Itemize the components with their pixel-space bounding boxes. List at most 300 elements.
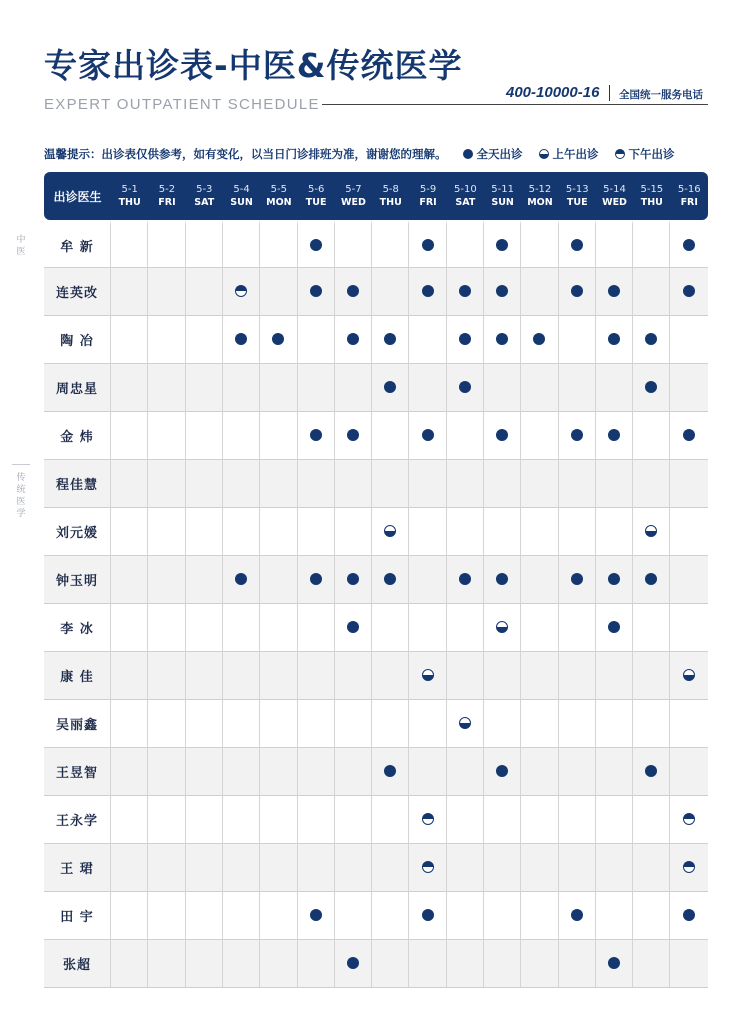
schedule-cell xyxy=(596,460,633,508)
schedule-cell xyxy=(596,652,633,700)
day-date: 5-15 xyxy=(640,184,664,195)
schedule-cell xyxy=(260,508,297,556)
schedule-cell xyxy=(484,316,521,364)
schedule-cell xyxy=(148,460,185,508)
schedule-cell xyxy=(372,508,409,556)
schedule-cell xyxy=(148,892,185,940)
day-weekday: FRI xyxy=(158,197,176,208)
full-day-icon xyxy=(310,285,322,297)
schedule-cell xyxy=(484,748,521,796)
schedule-cell xyxy=(298,796,335,844)
table-row xyxy=(44,508,708,556)
schedule-cell xyxy=(447,796,484,844)
schedule-cell xyxy=(298,604,335,652)
full-day-icon xyxy=(459,285,471,297)
schedule-cell xyxy=(409,604,446,652)
schedule-cell xyxy=(111,556,148,604)
legend-pm-label: 下午出诊 xyxy=(628,147,675,161)
doctor-column-header: 出诊医生 xyxy=(44,172,111,220)
schedule-cell xyxy=(596,220,633,268)
schedule-cell xyxy=(409,364,446,412)
schedule-cell xyxy=(111,700,148,748)
schedule-cell xyxy=(484,412,521,460)
page-title: 专家出诊表-中医&传统医学 xyxy=(44,46,463,85)
schedule-cell xyxy=(596,268,633,316)
schedule-cell xyxy=(298,844,335,892)
schedule-cell xyxy=(335,268,372,316)
day-date: 5-5 xyxy=(270,184,288,195)
schedule-cell xyxy=(111,316,148,364)
schedule-cell xyxy=(111,220,148,268)
schedule-cell xyxy=(521,556,558,604)
day-header xyxy=(260,172,297,220)
schedule-cell xyxy=(260,652,297,700)
schedule-cell xyxy=(111,364,148,412)
schedule-cell xyxy=(521,604,558,652)
schedule-cell xyxy=(111,460,148,508)
schedule-cell xyxy=(335,556,372,604)
schedule-cell xyxy=(186,556,223,604)
table-row xyxy=(44,940,708,988)
afternoon-icon xyxy=(235,285,247,297)
table-row xyxy=(44,796,708,844)
day-date: 5-13 xyxy=(565,184,589,195)
doctor-name: 牟 新 xyxy=(44,220,111,268)
side-divider xyxy=(12,464,30,465)
full-day-icon xyxy=(608,621,620,633)
schedule-cell xyxy=(633,556,670,604)
schedule-cell xyxy=(670,652,708,700)
doctor-name: 吴丽鑫 xyxy=(44,700,111,748)
schedule-cell xyxy=(372,220,409,268)
schedule-cell xyxy=(521,460,558,508)
full-day-icon xyxy=(496,765,508,777)
schedule-cell xyxy=(260,940,297,988)
phone-divider xyxy=(609,85,610,101)
schedule-cell xyxy=(596,700,633,748)
schedule-cell xyxy=(148,220,185,268)
schedule-cell xyxy=(633,796,670,844)
full-day-icon xyxy=(496,333,508,345)
full-day-icon xyxy=(571,429,583,441)
legend-full xyxy=(463,147,523,161)
schedule-cell xyxy=(670,220,708,268)
schedule-cell xyxy=(447,940,484,988)
schedule-cell xyxy=(484,652,521,700)
schedule-cell xyxy=(148,652,185,700)
day-header xyxy=(335,172,372,220)
day-weekday: MON xyxy=(266,197,292,208)
schedule-cell xyxy=(633,268,670,316)
full-day-icon xyxy=(463,149,473,159)
afternoon-icon xyxy=(683,813,695,825)
full-day-icon xyxy=(384,573,396,585)
schedule-cell xyxy=(521,844,558,892)
schedule-cell xyxy=(260,556,297,604)
schedule-cell xyxy=(670,748,708,796)
schedule-cell xyxy=(409,892,446,940)
schedule-cell xyxy=(148,604,185,652)
schedule-cell xyxy=(372,412,409,460)
schedule-cell xyxy=(484,700,521,748)
day-weekday: THU xyxy=(640,197,663,208)
day-header xyxy=(484,172,521,220)
full-day-icon xyxy=(272,333,284,345)
schedule-cell xyxy=(186,604,223,652)
schedule-cell xyxy=(372,460,409,508)
full-day-icon xyxy=(571,909,583,921)
doctor-name: 王永学 xyxy=(44,796,111,844)
schedule-cell xyxy=(633,700,670,748)
schedule-cell xyxy=(186,220,223,268)
schedule-cell xyxy=(148,556,185,604)
day-date: 5-10 xyxy=(453,184,477,195)
schedule-cell xyxy=(409,268,446,316)
schedule-cell xyxy=(484,796,521,844)
full-day-icon xyxy=(571,239,583,251)
full-day-icon xyxy=(347,429,359,441)
schedule-cell xyxy=(372,364,409,412)
schedule-cell xyxy=(521,412,558,460)
schedule-cell xyxy=(670,412,708,460)
schedule-cell xyxy=(372,796,409,844)
schedule-cell xyxy=(559,364,596,412)
schedule-cell xyxy=(335,796,372,844)
schedule-cell xyxy=(111,412,148,460)
schedule-cell xyxy=(596,892,633,940)
day-header xyxy=(111,172,148,220)
day-weekday: MON xyxy=(527,197,553,208)
schedule-cell xyxy=(260,268,297,316)
schedule-cell xyxy=(111,508,148,556)
schedule-cell xyxy=(559,844,596,892)
doctor-name: 金 炜 xyxy=(44,412,111,460)
schedule-cell xyxy=(633,316,670,364)
schedule-cell xyxy=(298,652,335,700)
day-weekday: WED xyxy=(341,197,366,208)
day-header xyxy=(447,172,484,220)
day-weekday: TUE xyxy=(305,197,327,208)
schedule-cell xyxy=(298,508,335,556)
schedule-cell xyxy=(372,940,409,988)
schedule-cell xyxy=(447,316,484,364)
schedule-cell xyxy=(186,460,223,508)
full-day-icon xyxy=(459,381,471,393)
full-day-icon xyxy=(347,621,359,633)
afternoon-icon xyxy=(422,861,434,873)
day-weekday: SAT xyxy=(455,197,476,208)
schedule-cell xyxy=(223,364,260,412)
legend-am-label: 上午出诊 xyxy=(552,147,599,161)
schedule-cell xyxy=(298,268,335,316)
notice-text: 温馨提示：出诊表仅供参考，如有变化，以当日门诊排班为准，谢谢您的理解。 xyxy=(44,147,447,161)
schedule-cell xyxy=(148,268,185,316)
full-day-icon xyxy=(235,333,247,345)
schedule-cell xyxy=(260,460,297,508)
schedule-cell xyxy=(260,316,297,364)
table-row xyxy=(44,748,708,796)
schedule-cell xyxy=(670,892,708,940)
schedule-cell xyxy=(633,220,670,268)
full-day-icon xyxy=(496,285,508,297)
full-day-icon xyxy=(384,765,396,777)
full-day-icon xyxy=(645,573,657,585)
schedule-cell xyxy=(111,268,148,316)
schedule-cell xyxy=(559,748,596,796)
morning-icon xyxy=(496,621,508,633)
schedule-cell xyxy=(186,844,223,892)
full-day-icon xyxy=(683,429,695,441)
schedule-cell xyxy=(260,748,297,796)
day-date: 5-4 xyxy=(233,184,250,195)
day-header xyxy=(298,172,335,220)
morning-icon xyxy=(384,525,396,537)
schedule-cell xyxy=(521,220,558,268)
day-date: 5-1 xyxy=(121,184,138,195)
schedule-cell xyxy=(559,940,596,988)
day-date: 5-11 xyxy=(491,184,514,195)
day-date: 5-12 xyxy=(528,184,552,195)
table-row xyxy=(44,844,708,892)
schedule-cell xyxy=(223,892,260,940)
doctor-name: 钟玉明 xyxy=(44,556,111,604)
full-day-icon xyxy=(496,429,508,441)
full-day-icon xyxy=(422,429,434,441)
schedule-cell xyxy=(559,220,596,268)
schedule-cell xyxy=(670,604,708,652)
full-day-icon xyxy=(459,333,471,345)
schedule-cell xyxy=(335,604,372,652)
schedule-cell xyxy=(559,892,596,940)
schedule-cell xyxy=(447,556,484,604)
schedule-cell xyxy=(596,796,633,844)
schedule-cell xyxy=(298,556,335,604)
schedule-cell xyxy=(484,556,521,604)
schedule-cell xyxy=(670,700,708,748)
day-header xyxy=(596,172,633,220)
table-row xyxy=(44,364,708,412)
day-date: 5-14 xyxy=(603,184,626,195)
full-day-icon xyxy=(384,381,396,393)
full-day-icon xyxy=(310,429,322,441)
schedule-cell xyxy=(409,844,446,892)
schedule-cell xyxy=(111,796,148,844)
day-header xyxy=(223,172,260,220)
schedule-cell xyxy=(148,364,185,412)
side-label-tcm: 中医 xyxy=(16,235,26,257)
schedule-cell xyxy=(447,892,484,940)
day-weekday: THU xyxy=(118,197,141,208)
day-weekday: SUN xyxy=(491,197,514,208)
schedule-cell xyxy=(335,364,372,412)
schedule-cell xyxy=(633,940,670,988)
schedule-cell xyxy=(521,268,558,316)
doctor-name: 田 宇 xyxy=(44,892,111,940)
full-day-icon xyxy=(347,285,359,297)
schedule-cell xyxy=(298,316,335,364)
schedule-cell xyxy=(298,460,335,508)
schedule-cell xyxy=(447,844,484,892)
schedule-cell xyxy=(335,940,372,988)
schedule-cell xyxy=(447,460,484,508)
page-subtitle: EXPERT OUTPATIENT SCHEDULE xyxy=(44,96,320,113)
schedule-cell xyxy=(484,268,521,316)
schedule-cell xyxy=(633,748,670,796)
schedule-cell xyxy=(186,268,223,316)
full-day-icon xyxy=(459,573,471,585)
schedule-cell xyxy=(409,412,446,460)
day-weekday: FRI xyxy=(680,197,698,208)
schedule-cell xyxy=(372,748,409,796)
full-day-icon xyxy=(571,573,583,585)
table-row xyxy=(44,412,708,460)
schedule-cell xyxy=(521,508,558,556)
schedule-cell xyxy=(521,364,558,412)
table-row xyxy=(44,652,708,700)
table-row xyxy=(44,700,708,748)
schedule-cell xyxy=(111,652,148,700)
schedule-cell xyxy=(633,604,670,652)
schedule-cell xyxy=(559,796,596,844)
full-day-icon xyxy=(310,909,322,921)
schedule-cell xyxy=(260,604,297,652)
full-day-icon xyxy=(608,957,620,969)
table-row xyxy=(44,220,708,268)
schedule-cell xyxy=(670,364,708,412)
schedule-cell xyxy=(521,796,558,844)
full-day-icon xyxy=(645,765,657,777)
schedule-cell xyxy=(670,844,708,892)
schedule-cell xyxy=(186,940,223,988)
schedule-cell xyxy=(596,316,633,364)
phone-label: 全国统一服务电话 xyxy=(619,89,703,101)
full-day-icon xyxy=(422,285,434,297)
side-label-traditional: 传统医学 xyxy=(16,473,26,519)
schedule-cell xyxy=(260,220,297,268)
table-row xyxy=(44,556,708,604)
schedule-cell xyxy=(111,892,148,940)
schedule-cell xyxy=(148,508,185,556)
schedule-cell xyxy=(596,844,633,892)
full-day-icon xyxy=(608,573,620,585)
schedule-cell xyxy=(484,508,521,556)
schedule-cell xyxy=(633,892,670,940)
schedule-cell xyxy=(223,844,260,892)
notice-bar xyxy=(44,146,711,162)
schedule-cell xyxy=(521,652,558,700)
schedule-cell xyxy=(186,892,223,940)
morning-icon xyxy=(645,525,657,537)
header-row xyxy=(44,172,708,220)
doctor-name: 刘元媛 xyxy=(44,508,111,556)
schedule-cell xyxy=(670,460,708,508)
day-header xyxy=(559,172,596,220)
schedule-cell xyxy=(298,748,335,796)
schedule-cell xyxy=(186,796,223,844)
schedule-cell xyxy=(559,460,596,508)
schedule-cell xyxy=(260,412,297,460)
schedule-cell xyxy=(521,748,558,796)
morning-icon xyxy=(459,717,471,729)
doctor-name: 程佳慧 xyxy=(44,460,111,508)
schedule-cell xyxy=(223,268,260,316)
schedule-cell xyxy=(223,460,260,508)
schedule-cell xyxy=(409,460,446,508)
full-day-icon xyxy=(310,239,322,251)
schedule-cell xyxy=(484,892,521,940)
schedule-cell xyxy=(633,364,670,412)
schedule-cell xyxy=(447,412,484,460)
full-day-icon xyxy=(645,381,657,393)
schedule-cell xyxy=(409,796,446,844)
schedule-cell xyxy=(260,796,297,844)
schedule-cell xyxy=(447,604,484,652)
schedule-cell xyxy=(559,316,596,364)
schedule-cell xyxy=(596,604,633,652)
schedule-cell xyxy=(447,364,484,412)
schedule-cell xyxy=(670,316,708,364)
schedule-cell xyxy=(335,412,372,460)
schedule-cell xyxy=(596,508,633,556)
day-date: 5-16 xyxy=(677,184,701,195)
doctor-name: 王昱智 xyxy=(44,748,111,796)
schedule-cell xyxy=(521,940,558,988)
schedule-cell xyxy=(372,700,409,748)
schedule-cell xyxy=(372,652,409,700)
schedule-cell xyxy=(559,412,596,460)
schedule-cell xyxy=(372,556,409,604)
schedule-cell xyxy=(559,508,596,556)
day-weekday: FRI xyxy=(419,197,437,208)
full-day-icon xyxy=(235,573,247,585)
day-weekday: TUE xyxy=(566,197,588,208)
schedule-cell xyxy=(335,748,372,796)
schedule-cell xyxy=(186,412,223,460)
schedule-cell xyxy=(223,556,260,604)
schedule-cell xyxy=(521,700,558,748)
full-day-icon xyxy=(608,285,620,297)
schedule-cell xyxy=(596,364,633,412)
table-row xyxy=(44,892,708,940)
full-day-icon xyxy=(347,573,359,585)
doctor-name: 周忠星 xyxy=(44,364,111,412)
schedule-cell xyxy=(298,892,335,940)
schedule-cell xyxy=(223,652,260,700)
full-day-icon xyxy=(645,333,657,345)
schedule-cell xyxy=(260,700,297,748)
schedule-cell xyxy=(484,940,521,988)
schedule-cell xyxy=(596,748,633,796)
day-weekday: SAT xyxy=(194,197,215,208)
schedule-cell xyxy=(223,940,260,988)
schedule-cell xyxy=(633,460,670,508)
schedule-cell xyxy=(186,748,223,796)
day-header xyxy=(372,172,409,220)
schedule-cell xyxy=(186,364,223,412)
schedule-cell xyxy=(670,940,708,988)
table-row xyxy=(44,604,708,652)
schedule-cell xyxy=(559,700,596,748)
schedule-cell xyxy=(372,844,409,892)
day-date: 5-7 xyxy=(345,184,362,195)
day-header xyxy=(409,172,446,220)
morning-icon xyxy=(422,669,434,681)
schedule-cell xyxy=(596,412,633,460)
full-day-icon xyxy=(422,909,434,921)
day-weekday: SUN xyxy=(230,197,253,208)
full-day-icon xyxy=(683,285,695,297)
schedule-cell xyxy=(409,940,446,988)
